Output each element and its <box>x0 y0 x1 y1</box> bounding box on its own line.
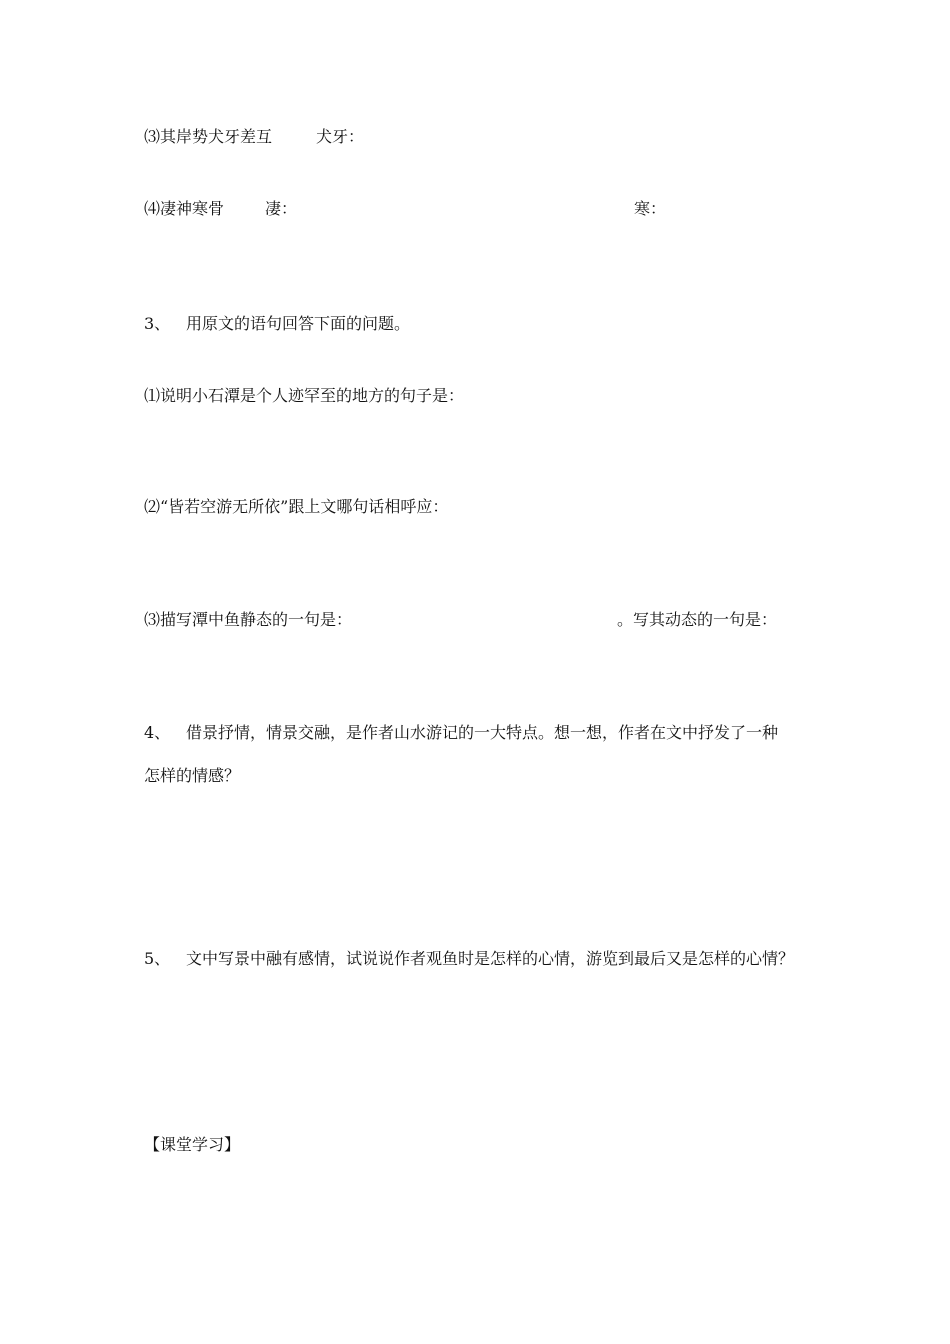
q2-item4-label2: 寒： <box>634 199 667 218</box>
q5-text: 文中写景中融有感情，试说说作者观鱼时是怎样的心情，游览到最后又是怎样的心情？ <box>186 949 795 968</box>
q3-item3-part2: 。写其动态的一句是： <box>617 610 778 629</box>
q3-prompt: 用原文的语句回答下面的问题。 <box>186 314 411 333</box>
q4-line1: 借景抒情，情景交融，是作者山水游记的一大特点。想一想，作者在文中抒发了一种 <box>186 723 779 742</box>
q3-item3-part1: ⑶描写潭中鱼静态的一句是： <box>144 610 353 629</box>
q4-heading: 4、 <box>144 723 171 742</box>
q2-item3-text: ⑶其岸势犬牙差互 <box>144 127 273 146</box>
q2-item3-blank-label: 犬牙： <box>316 127 365 146</box>
q3-heading: 3、 <box>144 314 171 333</box>
q2-item4-label1: 凄： <box>265 199 298 218</box>
q4-line2: 怎样的情感？ <box>144 766 241 785</box>
q3-item2: ⑵“皆若空游无所依”跟上文哪句话相呼应： <box>144 497 449 516</box>
q5-heading: 5、 <box>144 949 171 968</box>
q2-item4-text: ⑷凄神寒骨 <box>144 199 225 218</box>
q3-item1: ⑴说明小石潭是个人迹罕至的地方的句子是： <box>144 386 465 405</box>
section-title: 【课堂学习】 <box>144 1135 241 1154</box>
